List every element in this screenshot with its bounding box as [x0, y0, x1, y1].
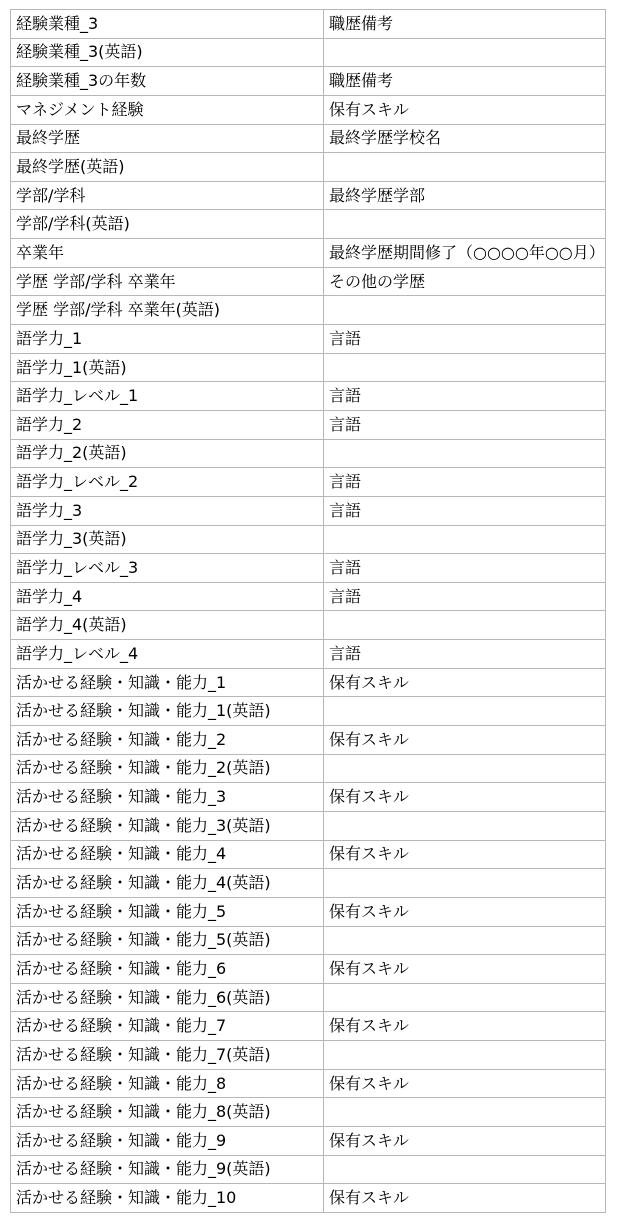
- table-row: [11, 640, 606, 669]
- field-name-cell[interactable]: 活かせる経験・知識・能力_2: [11, 726, 324, 755]
- mapped-field-cell[interactable]: 言語: [324, 468, 606, 497]
- field-name-cell[interactable]: 語学力_4(英語): [11, 611, 324, 640]
- mapped-field-cell[interactable]: 言語: [324, 582, 606, 611]
- field-name-cell[interactable]: 活かせる経験・知識・能力_7(英語): [11, 1041, 324, 1070]
- field-name-cell[interactable]: 経験業種_3: [11, 10, 324, 39]
- field-name-cell[interactable]: 語学力_レベル_2: [11, 468, 324, 497]
- spreadsheet-body: [11, 10, 606, 1213]
- mapped-field-cell[interactable]: [324, 1098, 606, 1127]
- field-name-cell[interactable]: 活かせる経験・知識・能力_5(英語): [11, 926, 324, 955]
- table-row: [11, 210, 606, 239]
- table-row: [11, 840, 606, 869]
- field-name-cell[interactable]: 活かせる経験・知識・能力_9: [11, 1126, 324, 1155]
- field-name-cell[interactable]: 卒業年: [11, 239, 324, 268]
- table-row: [11, 1069, 606, 1098]
- mapped-field-cell[interactable]: [324, 1155, 606, 1184]
- mapped-field-cell[interactable]: [324, 38, 606, 67]
- table-row: [11, 353, 606, 382]
- table-row: [11, 95, 606, 124]
- field-name-cell[interactable]: 経験業種_3(英語): [11, 38, 324, 67]
- field-name-cell[interactable]: 最終学歴: [11, 124, 324, 153]
- table-row: [11, 267, 606, 296]
- mapped-field-cell[interactable]: 言語: [324, 325, 606, 354]
- mapped-field-cell[interactable]: [324, 697, 606, 726]
- table-row: [11, 926, 606, 955]
- table-row: [11, 611, 606, 640]
- mapped-field-cell[interactable]: [324, 153, 606, 182]
- field-name-cell[interactable]: 活かせる経験・知識・能力_6: [11, 955, 324, 984]
- table-row: [11, 783, 606, 812]
- mapped-field-cell[interactable]: 言語: [324, 640, 606, 669]
- table-row: [11, 124, 606, 153]
- field-name-cell[interactable]: 活かせる経験・知識・能力_1(英語): [11, 697, 324, 726]
- field-name-cell[interactable]: 活かせる経験・知識・能力_10: [11, 1184, 324, 1213]
- mapped-field-cell[interactable]: [324, 1041, 606, 1070]
- field-name-cell[interactable]: 学歴 学部/学科 卒業年(英語): [11, 296, 324, 325]
- mapped-field-cell[interactable]: 言語: [324, 496, 606, 525]
- table-row: [11, 582, 606, 611]
- mapped-field-cell[interactable]: 最終学歴期間修了（○○○○年○○月）: [324, 239, 606, 268]
- mapped-field-cell[interactable]: 保有スキル: [324, 1126, 606, 1155]
- mapped-field-cell[interactable]: [324, 611, 606, 640]
- table-row: [11, 754, 606, 783]
- table-row: [11, 67, 606, 96]
- table-row: [11, 955, 606, 984]
- field-name-cell[interactable]: 活かせる経験・知識・能力_8: [11, 1069, 324, 1098]
- table-row: [11, 410, 606, 439]
- table-row: [11, 181, 606, 210]
- table-row: [11, 153, 606, 182]
- field-name-cell[interactable]: 学部/学科(英語): [11, 210, 324, 239]
- table-row: [11, 554, 606, 583]
- field-name-cell[interactable]: 学部/学科: [11, 181, 324, 210]
- field-name-cell[interactable]: 語学力_レベル_4: [11, 640, 324, 669]
- table-row: [11, 1041, 606, 1070]
- mapped-field-cell[interactable]: [324, 439, 606, 468]
- field-name-cell[interactable]: 活かせる経験・知識・能力_2(英語): [11, 754, 324, 783]
- spreadsheet-table: [10, 9, 606, 1213]
- field-name-cell[interactable]: 活かせる経験・知識・能力_3(英語): [11, 811, 324, 840]
- field-name-cell[interactable]: 語学力_2(英語): [11, 439, 324, 468]
- mapped-field-cell[interactable]: [324, 754, 606, 783]
- table-row: [11, 983, 606, 1012]
- mapped-field-cell[interactable]: [324, 353, 606, 382]
- table-row: [11, 1155, 606, 1184]
- field-name-cell[interactable]: 語学力_4: [11, 582, 324, 611]
- field-name-cell[interactable]: 活かせる経験・知識・能力_4(英語): [11, 869, 324, 898]
- field-name-cell[interactable]: 活かせる経験・知識・能力_8(英語): [11, 1098, 324, 1127]
- mapped-field-cell[interactable]: [324, 926, 606, 955]
- mapped-field-cell[interactable]: 保有スキル: [324, 840, 606, 869]
- mapped-field-cell[interactable]: 保有スキル: [324, 668, 606, 697]
- field-name-cell[interactable]: 語学力_レベル_1: [11, 382, 324, 411]
- mapped-field-cell[interactable]: 職歴備考: [324, 67, 606, 96]
- field-name-cell[interactable]: 活かせる経験・知識・能力_7: [11, 1012, 324, 1041]
- field-name-cell[interactable]: 語学力_レベル_3: [11, 554, 324, 583]
- table-row: [11, 668, 606, 697]
- field-name-cell[interactable]: 活かせる経験・知識・能力_9(英語): [11, 1155, 324, 1184]
- mapped-field-cell[interactable]: 最終学歴学部: [324, 181, 606, 210]
- mapped-field-cell[interactable]: 保有スキル: [324, 1012, 606, 1041]
- table-row: [11, 811, 606, 840]
- mapped-field-cell[interactable]: [324, 869, 606, 898]
- field-name-cell[interactable]: 活かせる経験・知識・能力_3: [11, 783, 324, 812]
- mapped-field-cell[interactable]: 最終学歴学校名: [324, 124, 606, 153]
- table-row: [11, 38, 606, 67]
- table-row: [11, 897, 606, 926]
- mapped-field-cell[interactable]: 保有スキル: [324, 95, 606, 124]
- field-name-cell[interactable]: 語学力_1(英語): [11, 353, 324, 382]
- mapped-field-cell[interactable]: 言語: [324, 410, 606, 439]
- mapped-field-cell[interactable]: [324, 296, 606, 325]
- field-name-cell[interactable]: 学歴 学部/学科 卒業年: [11, 267, 324, 296]
- mapped-field-cell[interactable]: [324, 811, 606, 840]
- mapped-field-cell[interactable]: 保有スキル: [324, 783, 606, 812]
- mapped-field-cell[interactable]: 保有スキル: [324, 955, 606, 984]
- table-row: [11, 10, 606, 39]
- table-row: [11, 496, 606, 525]
- table-row: [11, 468, 606, 497]
- field-name-cell[interactable]: 最終学歴(英語): [11, 153, 324, 182]
- field-name-cell[interactable]: 語学力_2: [11, 410, 324, 439]
- field-name-cell[interactable]: 活かせる経験・知識・能力_1: [11, 668, 324, 697]
- table-row: [11, 296, 606, 325]
- mapped-field-cell[interactable]: 職歴備考: [324, 10, 606, 39]
- table-row: [11, 726, 606, 755]
- mapped-field-cell[interactable]: 保有スキル: [324, 1184, 606, 1213]
- table-row: [11, 1184, 606, 1213]
- mapped-field-cell[interactable]: [324, 525, 606, 554]
- table-row: [11, 382, 606, 411]
- table-row: [11, 697, 606, 726]
- field-name-cell[interactable]: マネジメント経験: [11, 95, 324, 124]
- table-row: [11, 239, 606, 268]
- field-name-cell[interactable]: 活かせる経験・知識・能力_4: [11, 840, 324, 869]
- mapped-field-cell[interactable]: 保有スキル: [324, 726, 606, 755]
- table-row: [11, 525, 606, 554]
- field-name-cell[interactable]: 活かせる経験・知識・能力_5: [11, 897, 324, 926]
- mapped-field-cell[interactable]: 保有スキル: [324, 897, 606, 926]
- table-row: [11, 439, 606, 468]
- mapped-field-cell[interactable]: 言語: [324, 382, 606, 411]
- table-row: [11, 325, 606, 354]
- mapped-field-cell[interactable]: [324, 983, 606, 1012]
- field-name-cell[interactable]: 語学力_3: [11, 496, 324, 525]
- mapped-field-cell[interactable]: 保有スキル: [324, 1069, 606, 1098]
- table-row: [11, 869, 606, 898]
- field-name-cell[interactable]: 語学力_3(英語): [11, 525, 324, 554]
- field-name-cell[interactable]: 語学力_1: [11, 325, 324, 354]
- field-name-cell[interactable]: 活かせる経験・知識・能力_6(英語): [11, 983, 324, 1012]
- mapped-field-cell[interactable]: [324, 210, 606, 239]
- mapped-field-cell[interactable]: 言語: [324, 554, 606, 583]
- table-row: [11, 1098, 606, 1127]
- table-row: [11, 1126, 606, 1155]
- table-row: [11, 1012, 606, 1041]
- mapped-field-cell[interactable]: その他の学歴: [324, 267, 606, 296]
- field-name-cell[interactable]: 経験業種_3の年数: [11, 67, 324, 96]
